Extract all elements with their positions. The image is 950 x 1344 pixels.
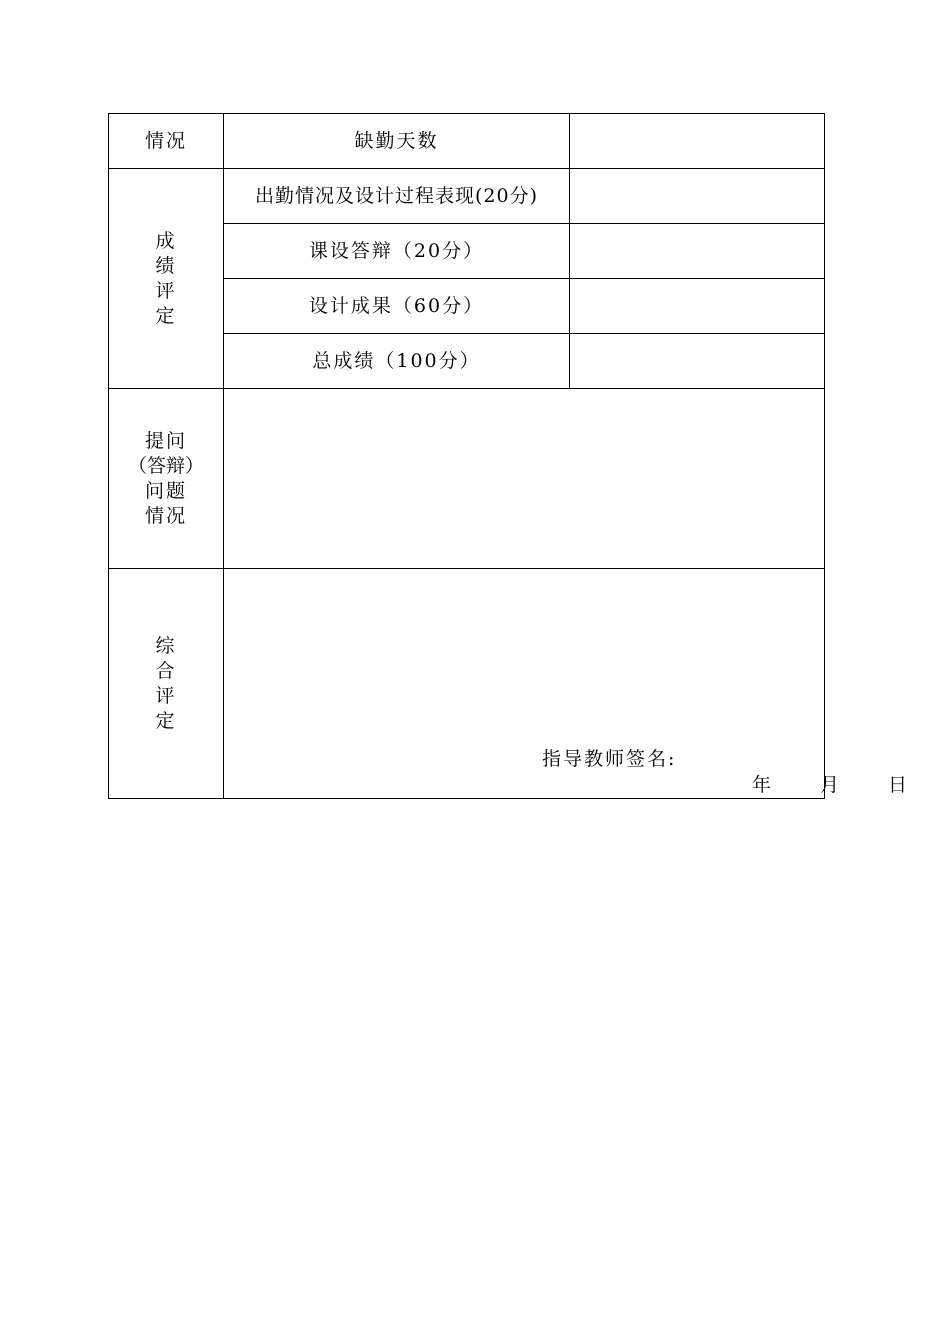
date-day-label: 日	[888, 774, 910, 796]
table-row-grade-attendance	[109, 169, 825, 224]
grade-item-result: 设计成果（60分）	[224, 279, 570, 334]
grade-value-defense[interactable]	[570, 224, 825, 279]
attendance-label: 情况	[109, 114, 224, 169]
grade-item-defense: 课设答辩（20分）	[224, 224, 570, 279]
overall-content[interactable]	[224, 569, 910, 799]
grade-value-total[interactable]	[570, 334, 825, 389]
overall-label: 综 合 评 定	[109, 569, 224, 799]
questions-content[interactable]	[224, 389, 825, 569]
absence-days-value[interactable]	[570, 114, 825, 169]
date-year-label: 年	[752, 774, 774, 796]
date-month-label: 月	[820, 774, 842, 796]
grade-sheet	[108, 113, 910, 798]
table-row-attendance	[109, 114, 825, 169]
questions-label: 提问 （答辩） 问题 情况	[109, 389, 224, 569]
grade-item-attendance: 出勤情况及设计过程表现(20分)	[224, 169, 570, 224]
grade-item-total: 总成绩（100分）	[224, 334, 570, 389]
grade-value-result[interactable]	[570, 279, 825, 334]
table-row-questions	[109, 389, 825, 569]
absence-days-label: 缺勤天数	[224, 114, 570, 169]
grading-label: 成 绩 评 定	[109, 169, 224, 389]
grade-value-attendance[interactable]	[570, 169, 825, 224]
advisor-signature-label: 指导教师签名:	[542, 748, 677, 770]
table-row-overall	[109, 569, 825, 799]
grade-table	[108, 113, 910, 799]
